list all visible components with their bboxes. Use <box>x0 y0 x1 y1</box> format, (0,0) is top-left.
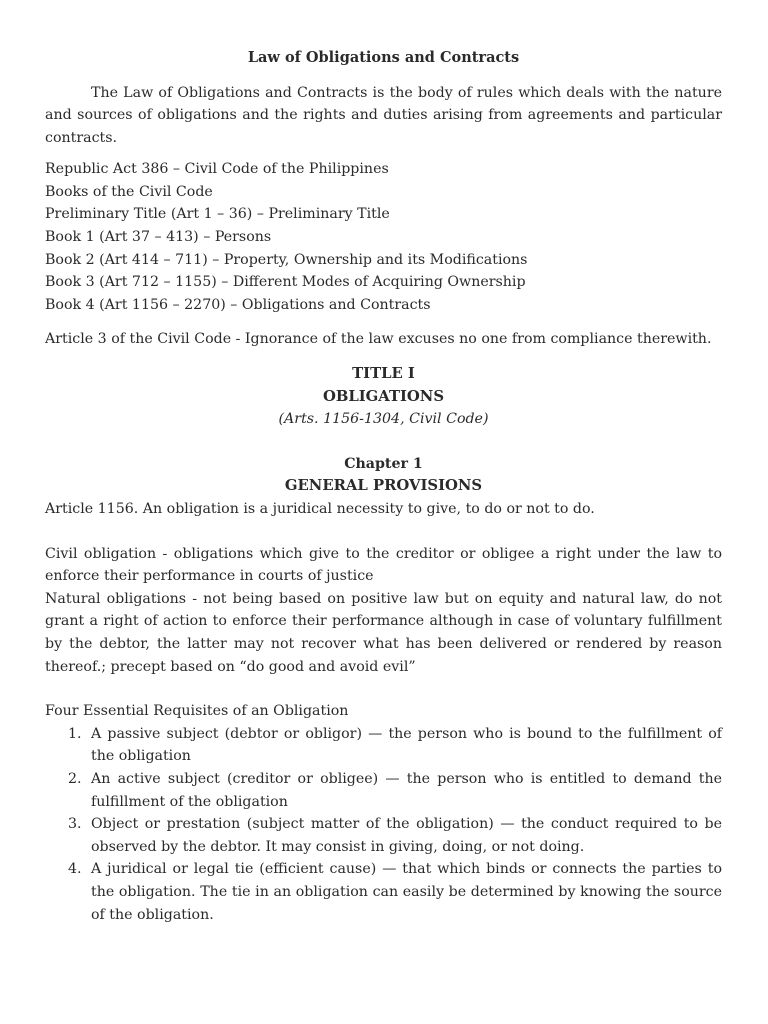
requisites-list <box>45 723 722 926</box>
spacer <box>45 431 722 453</box>
list-item <box>45 858 722 926</box>
list-item-number: 1. <box>68 725 82 742</box>
article-3-text: Article 3 of the Civil Code - Ignorance of the law excuses no one from compliance therewith. <box>45 331 712 348</box>
civil-obligation-definition: Civil obligation - obligations which give to the creditor or obligee a right under the law to enforce their performance in courts of justice <box>45 545 722 585</box>
code-line: Book 1 (Art 37 – 413) – Persons <box>45 229 272 246</box>
code-line: Book 3 (Art 712 – 1155) – Different Modes of Acquiring Ownership <box>45 274 526 291</box>
chapter-name: GENERAL PROVISIONS <box>284 477 483 495</box>
list-item-number: 4. <box>68 861 82 878</box>
list-item-text: A passive subject (debtor or obligor) — the person who is bound to the fulfillment of the obligation <box>91 725 722 765</box>
list-item-text: Object or prestation (subject matter of the obligation) — the conduct required to be observed by the debtor. It may consist in giving, doing, or not doing. <box>91 816 722 855</box>
code-line: Preliminary Title (Art 1 – 36) – Preliminary Title <box>45 206 390 223</box>
code-line: Book 2 (Art 414 – 711) – Property, Ownership and its Modifications <box>45 251 528 268</box>
code-line: Books of the Civil Code <box>45 183 213 200</box>
chapter-heading: Chapter 1 <box>344 455 423 472</box>
article-1156-text: Article 1156. An obligation is a juridical necessity to give, to do or not to do. <box>45 501 595 517</box>
list-item <box>45 813 722 858</box>
intro-paragraph: The Law of Obligations and Contracts is the body of rules which deals with the nature and sources of obligations and the rights and duties arising from agreements and particular contracts. <box>45 84 722 146</box>
civil-code-list <box>45 158 722 316</box>
list-item-text: A juridical or legal tie (efficient cause) — that which binds or connects the parties to the obligation. The tie in an obligation can easily be determined by knowing the source of the obligation. <box>91 861 722 923</box>
list-item <box>45 723 722 768</box>
spacer <box>45 521 722 543</box>
requisites-heading: Four Essential Requisites of an Obligation <box>45 703 349 720</box>
natural-obligation-definition: Natural obligations - not being based on positive law but on equity and natural law, do not grant a right of action to enforce their performance although in case of voluntary fulfillment by the debtor, the latter may not recover what has been delivered or rendered by reason thereof.; precept based on “do good and avoid evil” <box>45 590 722 675</box>
list-item-number: 3. <box>68 816 82 833</box>
list-item-text: An active subject (creditor or obligee) — the person who is entitled to demand the fulfillment of the obligation <box>91 770 722 810</box>
title-heading: TITLE I <box>352 365 415 383</box>
spacer <box>45 678 722 700</box>
document-title: Law of Obligations and Contracts <box>247 49 520 66</box>
document-page <box>45 47 722 926</box>
spacer <box>45 316 722 328</box>
spacer <box>45 149 722 158</box>
title-reference: (Arts. 1156-1304, Civil Code) <box>278 411 489 428</box>
list-item-number: 2. <box>68 770 82 787</box>
code-line: Republic Act 386 – Civil Code of the Philippines <box>45 161 389 178</box>
title-name: OBLIGATIONS <box>322 387 445 405</box>
list-item <box>45 768 722 813</box>
code-line: Book 4 (Art 1156 – 2270) – Obligations and Contracts <box>45 296 431 313</box>
spacer <box>45 351 722 363</box>
